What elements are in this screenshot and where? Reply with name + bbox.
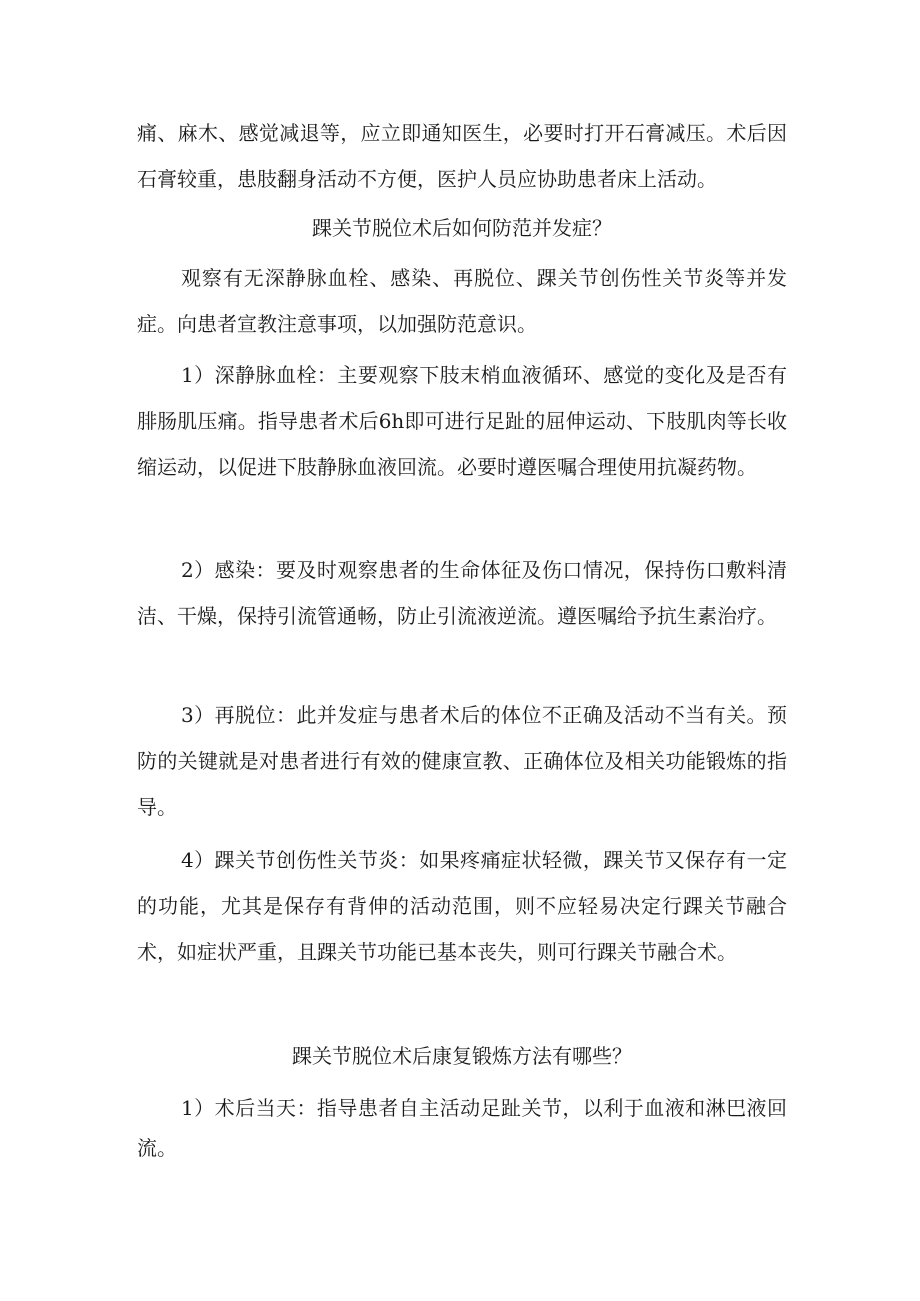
paragraph-redislocation: 3）再脱位：此并发症与患者术后的体位不正确及活动不当有关。预防的关键就是对患者进行有效的健康宣教、正确体位及相关功能锻炼的指导。 [137, 703, 787, 819]
paragraph-rehab-day0: 1）术后当天：指导患者自主活动足趾关节，以利于血液和淋巴液回流。 [137, 1096, 787, 1160]
paragraph-dvt: 1）深静脉血栓：主要观察下肢末梢血液循环、感觉的变化及是否有腓肠肌压痛。指导患者术后6h即可进行足趾的屈伸运动、下肢肌肉等长收缩运动，以促进下肢静脉血液回流。必要时遵医嘱合理使用抗凝药物。 [137, 363, 787, 479]
paragraph-complications-intro: 观察有无深静脉血栓、感染、再脱位、踝关节创伤性关节炎等并发症。向患者宣教注意事项，以加强防范意识。 [137, 266, 787, 336]
section-heading-complications: 踝关节脱位术后如何防范并发症？ [312, 216, 612, 240]
paragraph-continued: 痛、麻木、感觉减退等，应立即通知医生，必要时打开石膏减压。术后因石膏较重，患肢翻身活动不方便，医护人员应协助患者床上活动。 [137, 121, 787, 191]
section-heading-rehab: 踝关节脱位术后康复锻炼方法有哪些？ [292, 1044, 632, 1068]
paragraph-arthritis: 4）踝关节创伤性关节炎：如果疼痛症状轻微，踝关节又保存有一定的功能，尤其是保存有背伸的活动范围，则不应轻易决定行踝关节融合术，如症状严重，且踝关节功能已基本丧失，则可行踝关节融合术。 [137, 848, 787, 964]
paragraph-infection: 2）感染：要及时观察患者的生命体征及伤口情况，保持伤口敷料清洁、干燥，保持引流管通畅，防止引流液逆流。遵医嘱给予抗生素治疗。 [137, 558, 787, 628]
